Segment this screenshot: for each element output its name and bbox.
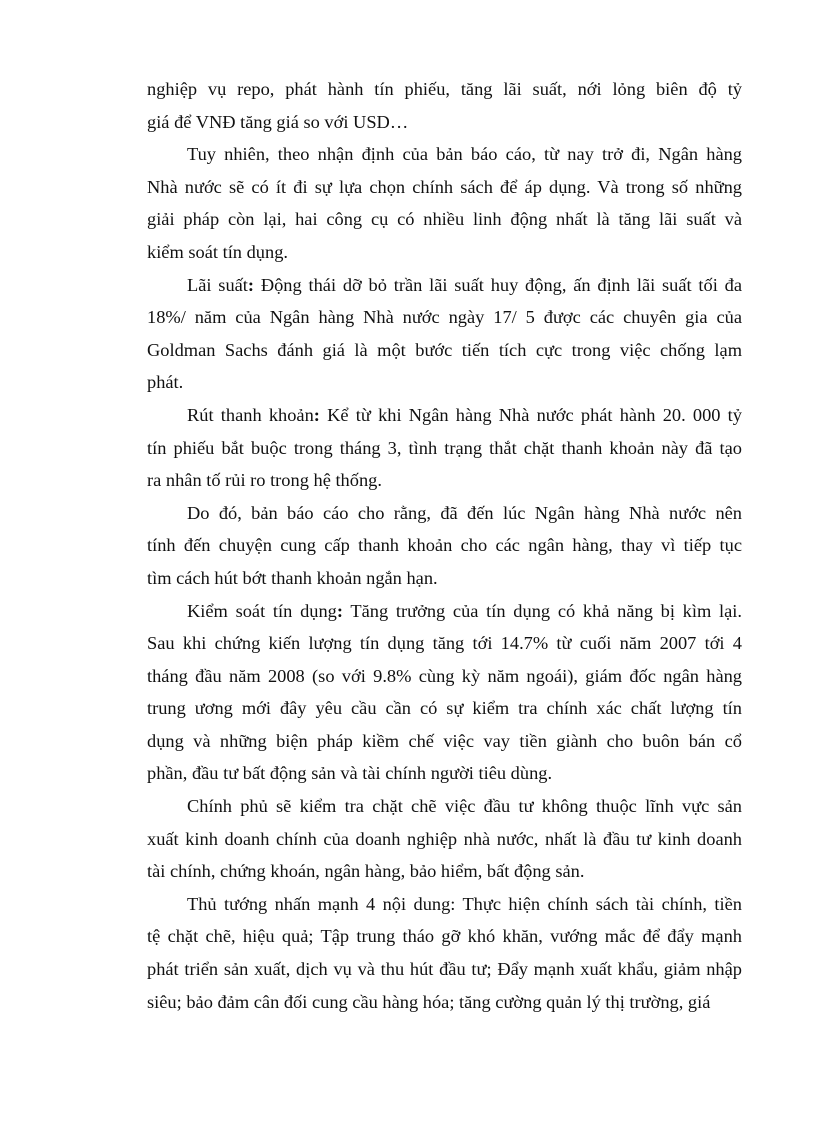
line-text: 18%/ năm của Ngân hàng Nhà nước ngày 17/ 5 được các chuyên gia của (147, 307, 742, 328)
line-text: phần, đầu tư bất động sản và tài chính người tiêu dùng. (147, 763, 553, 784)
paragraph (147, 497, 742, 595)
line-text: tính đến chuyện cung cấp thanh khoản cho các ngân hàng, thay vì tiếp tục (147, 535, 742, 556)
text-line (147, 595, 742, 628)
text-line (147, 464, 742, 497)
text-line (147, 692, 742, 725)
text-line (147, 790, 742, 823)
line-text: Động thái dỡ bỏ trần lãi suất huy động, ấn định lãi suất tối đa (254, 274, 742, 295)
text-line (147, 660, 742, 693)
text-line (147, 138, 742, 171)
lead-colon: : (336, 600, 343, 621)
text-line (147, 366, 742, 399)
paragraph-lead-term: Kiểm soát tín dụng (187, 600, 337, 621)
text-line (147, 757, 742, 790)
line-text: Tuy nhiên, theo nhận định của bản báo cáo, từ nay trở đi, Ngân hàng (187, 144, 742, 165)
line-text: Tăng trưởng của tín dụng có khả năng bị kìm lại. (342, 600, 742, 621)
line-text: phát. (147, 372, 184, 393)
paragraph-lead-term: Rút thanh khoản (187, 404, 314, 425)
text-line (147, 953, 742, 986)
document-body (147, 73, 742, 1018)
text-line (147, 236, 742, 269)
lead-colon: : (247, 274, 255, 295)
text-line (147, 334, 742, 367)
text-line (147, 269, 742, 302)
paragraph (147, 888, 742, 1018)
line-text: kiểm soát tín dụng. (147, 241, 288, 262)
text-line (147, 301, 742, 334)
line-text: Thủ tướng nhấn mạnh 4 nội dung: Thực hiện chính sách tài chính, tiền (187, 893, 742, 914)
line-text: Chính phủ sẽ kiểm tra chặt chẽ việc đầu tư không thuộc lĩnh vực sản (187, 796, 742, 817)
line-text: trung ương mới đây yêu cầu cần có sự kiểm tra chính xác chất lượng tín (147, 698, 742, 719)
line-text: tệ chặt chẽ, hiệu quả; Tập trung tháo gỡ khó khăn, vướng mắc để đẩy mạnh (147, 926, 742, 947)
text-line (147, 399, 742, 432)
line-text: giá để VNĐ tăng giá so với USD… (147, 111, 409, 132)
line-text: Sau khi chứng kiến lượng tín dụng tăng tới 14.7% từ cuối năm 2007 tới 4 (147, 633, 742, 654)
text-line (147, 920, 742, 953)
paragraph (147, 138, 742, 268)
line-text: xuất kinh doanh chính của doanh nghiệp nhà nước, nhất là đầu tư kinh doanh (147, 828, 742, 849)
line-text: siêu; bảo đảm cân đối cung cầu hàng hóa; tăng cường quản lý thị trường, giá (147, 991, 711, 1012)
lead-colon: : (313, 404, 320, 425)
text-line (147, 106, 742, 139)
text-line (147, 725, 742, 758)
line-text: tín phiếu bắt buộc trong tháng 3, tình trạng thắt chặt thanh khoản này đã tạo (147, 437, 742, 458)
text-line (147, 203, 742, 236)
line-text: tìm cách hút bớt thanh khoản ngắn hạn. (147, 567, 438, 588)
paragraph (147, 73, 742, 138)
paragraph (147, 595, 742, 791)
text-line (147, 823, 742, 856)
paragraph (147, 269, 742, 399)
line-text: tháng đầu năm 2008 (so với 9.8% cùng kỳ năm ngoái), giám đốc ngân hàng (147, 665, 742, 686)
paragraph (147, 399, 742, 497)
text-line (147, 73, 742, 106)
line-text: Nhà nước sẽ có ít đi sự lựa chọn chính sách để áp dụng. Và trong số những (147, 176, 742, 197)
line-text: giải pháp còn lại, hai công cụ có nhiều linh động nhất là tăng lãi suất và (147, 209, 742, 230)
line-text: Goldman Sachs đánh giá là một bước tiến tích cực trong việc chống lạm (147, 339, 742, 360)
line-text: phát triển sản xuất, dịch vụ và thu hút đầu tư; Đẩy mạnh xuất khẩu, giảm nhập (147, 959, 742, 980)
text-line (147, 529, 742, 562)
paragraph-lead-term: Lãi suất (187, 274, 248, 295)
text-line (147, 562, 742, 595)
line-text: tài chính, chứng khoán, ngân hàng, bảo hiểm, bất động sản. (147, 861, 585, 882)
text-line (147, 986, 742, 1019)
text-line (147, 432, 742, 465)
line-text: dụng và những biện pháp kiềm chế việc vay tiền giành cho buôn bán cổ (147, 730, 742, 751)
text-line (147, 888, 742, 921)
text-line (147, 855, 742, 888)
line-text: nghiệp vụ repo, phát hành tín phiếu, tăng lãi suất, nới lỏng biên độ tỷ (147, 79, 742, 99)
text-line (147, 171, 742, 204)
text-line (147, 497, 742, 530)
line-text: Do đó, bản báo cáo cho rằng, đã đến lúc Ngân hàng Nhà nước nên (187, 502, 742, 523)
line-text: Kể từ khi Ngân hàng Nhà nước phát hành 20. 000 tỷ (319, 404, 742, 425)
paragraph (147, 790, 742, 888)
text-line (147, 627, 742, 660)
line-text: ra nhân tố rủi ro trong hệ thống. (147, 470, 382, 491)
